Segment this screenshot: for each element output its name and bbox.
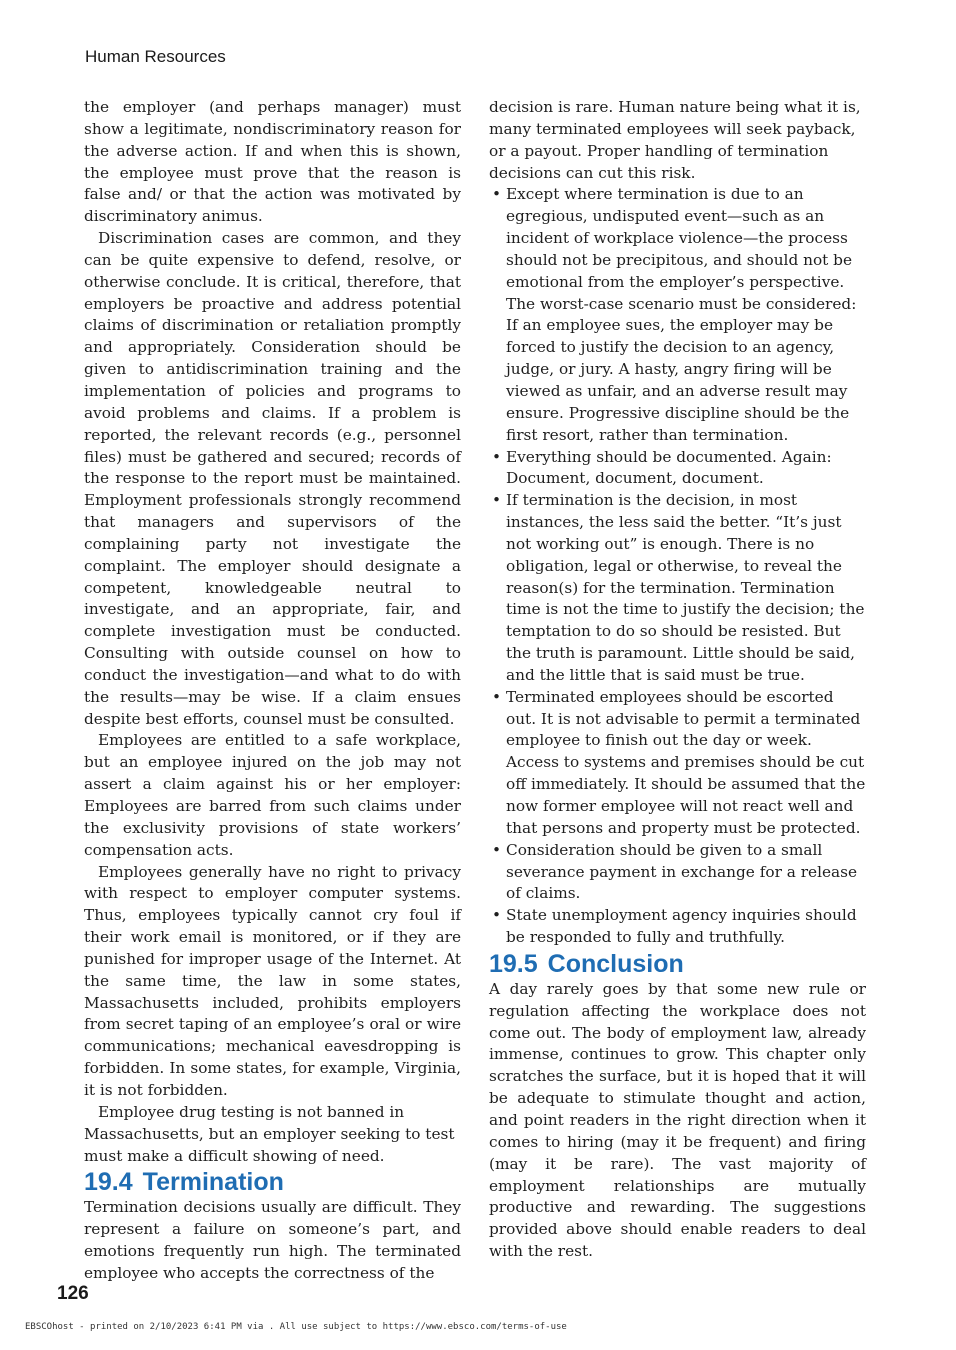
body-paragraph: decision is rare. Human nature being what it is, many terminated employees will seek payback, or a payout. Proper handling of termination decisions can cut this risk.: [489, 98, 861, 182]
body-paragraph: Employees generally have no right to privacy with respect to employer computer systems. Thus, employees typically cannot cry foul if their work email is monitored, or if they are punished for improper usage of the Internet. At the same time, the law in some states, Massachusetts included, prohibits employers from secret taping of an employee’s oral or wire communications; mechanical eavesdropping is forbidden. In some states, for example, Virginia, it is not forbidden.: [84, 862, 461, 1099]
list-item: [489, 184, 866, 446]
list-item: [489, 687, 866, 840]
right-column: [489, 97, 866, 1263]
section-title: Conclusion: [547, 949, 684, 978]
section-heading-termination: [84, 1167, 461, 1197]
list-item-text: Terminated employees should be escorted out. It is not advisable to permit a terminated employee to finish out the day or week. Access to systems and premises should be cut off immediately. It should be assumed that the now former employee will not react well and that persons and property must be protected.: [506, 687, 866, 837]
list-item: [489, 447, 866, 491]
body-paragraph: the employer (and perhaps manager) must show a legitimate, nondiscriminatory reason for the adverse action. If and when this is shown, the employee must prove that the reason is false and/ or that the action was motivated by discriminatory animus.: [84, 98, 461, 226]
bullet-icon: •: [492, 906, 502, 925]
body-paragraph: Termination decisions usually are difficult. They represent a failure on someone’s part, and emotions frequently run high. The terminated employee who accepts the correctness of the: [84, 1198, 461, 1282]
bullet-icon: •: [492, 491, 502, 510]
body-paragraph: Employee drug testing is not banned in Massachusetts, but an employer seeking to test must make a difficult showing of need.: [84, 1102, 455, 1165]
page-number: 126: [57, 1283, 89, 1304]
bullet-icon: •: [492, 840, 502, 859]
list-item-text: Everything should be documented. Again: Document, document, document.: [506, 447, 832, 488]
list-item-text: Consideration should be given to a small severance payment in exchange for a release of claims.: [506, 840, 858, 903]
section-number: 19.4: [84, 1168, 133, 1197]
section-number: 19.5: [489, 949, 538, 978]
list-item: [489, 905, 866, 949]
bullet-icon: •: [492, 687, 502, 706]
body-paragraph: Discrimination cases are common, and they can be quite expensive to defend, resolve, or otherwise conclude. It is critical, therefore, that employers be proactive and address potential claims of discrimination or retaliation promptly and appropriately. Consideration should be given to antidiscrimination training and the implementation of policies and programs to avoid problems and claims. If a problem is reported, the relevant records (e.g., personnel files) must be gathered and secured; records of the response to the report must be maintained. Employment professionals strongly recommend that managers and supervisors of the complaining party not investigate the complaint. The employer should designate a competent, knowledgeable neutral to investigate, and an appropriate, fair, and complete investigation must be conducted. Consulting with outside counsel on how to conduct the investigation—and what to do with the results—may be wise. If a claim ensues despite best efforts, counsel must be consulted.: [84, 229, 461, 728]
left-column: [84, 97, 461, 1285]
running-head: Human Resources: [85, 47, 226, 66]
bullet-icon: •: [492, 447, 502, 466]
print-footer: EBSCOhost - printed on 2/10/2023 6:41 PM via . All use subject to https://www.ebsco.com/terms-of-use: [25, 1322, 567, 1332]
list-item: [489, 840, 866, 906]
list-item-text: State unemployment agency inquiries should be responded to fully and truthfully.: [506, 906, 857, 947]
bullet-list: [489, 184, 866, 949]
body-paragraph: Employees are entitled to a safe workplace, but an employee injured on the job may not assert a claim against his or her employer: Employees are barred from such claims under the exclusivity provisions of state workers’ compensation acts.: [84, 731, 461, 859]
bullet-icon: •: [492, 185, 502, 204]
list-item: [489, 490, 866, 687]
list-item-text: Except where termination is due to an egregious, undisputed event—such as an incident of workplace violence—the process should not be precipitous, and should not be emotional from the employer’s perspective. The worst-case scenario must be considered: If an employee sues, the employer may be forced to justify the decision to an agency, judge, or jury. A hasty, angry firing will be viewed as unfair, and an adverse result may ensure. Progressive discipline should be the first resort, rather than termination.: [506, 185, 857, 444]
section-title: Termination: [142, 1168, 284, 1197]
section-heading-conclusion: [489, 949, 866, 979]
body-paragraph: A day rarely goes by that some new rule or regulation affecting the workplace does not come out. The body of employment law, already immense, continues to grow. This chapter only scratches the surface, but it is hoped that it will be adequate to stimulate thought and action, and point readers in the right direction when it comes to hiring (may it be frequent) and firing (may it be rare). The vast majority of employment relationships are mutually productive and rewarding. The suggestions provided above should enable readers to deal with the rest.: [489, 979, 866, 1261]
list-item-text: If termination is the decision, in most instances, the less said the better. “It’s just not working out” is enough. There is no obligation, legal or otherwise, to reveal the reason(s) for the termination. Termination time is not the time to justify the decision; the temptation to do so should be resisted. But the truth is paramount. Little should be said, and the little that is said must be true.: [506, 491, 865, 684]
